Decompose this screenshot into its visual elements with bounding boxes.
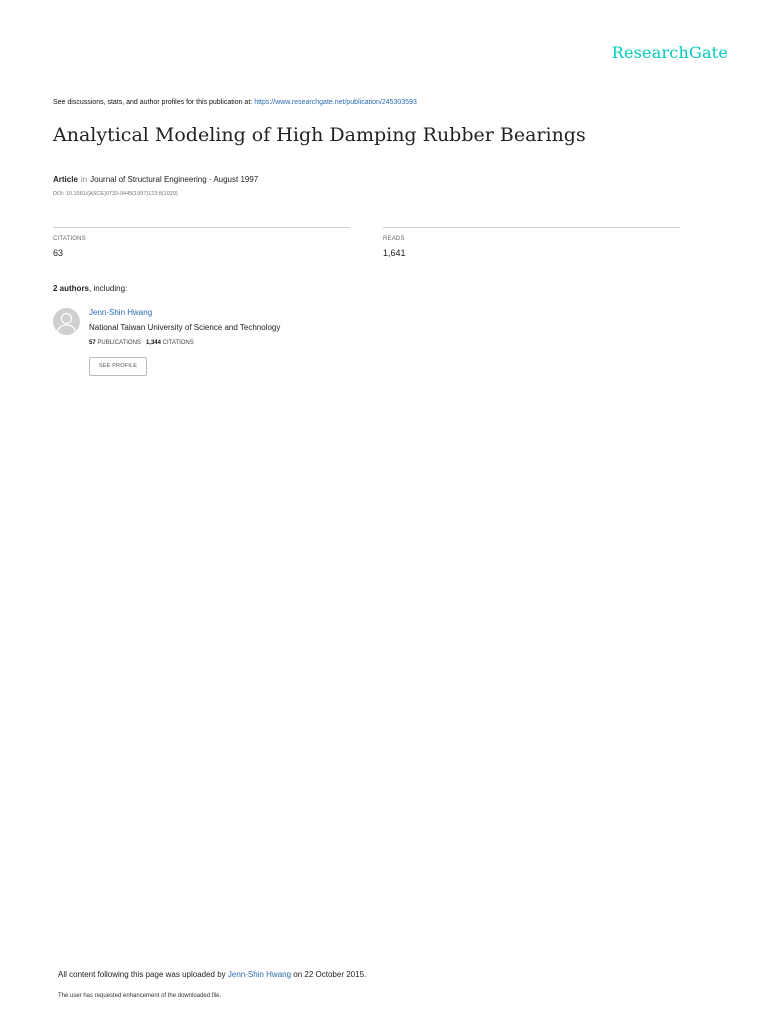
author-citations-count: 1,344 xyxy=(145,340,161,346)
see-profile-button[interactable]: SEE PROFILE xyxy=(89,357,147,376)
publication-link[interactable]: https://www.researchgate.net/publication/245303593 xyxy=(254,99,417,106)
publication-title: Analytical Modeling of High Damping Rubber Bearings xyxy=(53,124,586,146)
journal-info[interactable]: Journal of Structural Engineering · August 1997 xyxy=(90,175,259,184)
upload-notice xyxy=(58,970,366,979)
user-silhouette-icon xyxy=(53,308,80,335)
citations-value: 63 xyxy=(53,248,64,258)
citations-divider xyxy=(53,227,350,228)
in-label: in xyxy=(80,175,88,184)
uploaded-suffix: on 22 October 2015. xyxy=(293,970,367,979)
authors-including: , including: xyxy=(89,284,128,293)
article-type: Article xyxy=(53,175,78,184)
author-name-link[interactable]: Jenn-Shin Hwang xyxy=(89,308,153,317)
discussion-text: See discussions, stats, and author profiles for this publication at: xyxy=(53,99,253,106)
publications-count: 57 xyxy=(89,340,96,346)
researchgate-logo[interactable]: ResearchGate xyxy=(611,43,728,62)
doi: DOI: 10.1061/(ASCE)0733-9445(1997)123:8(1029) xyxy=(53,191,178,197)
author-affiliation: National Taiwan University of Science and Technology xyxy=(89,323,281,332)
citations-label: CITATIONS xyxy=(53,236,86,242)
reads-value: 1,641 xyxy=(383,248,406,258)
enhancement-notice: The user has requested enhancement of the downloaded file. xyxy=(58,993,222,999)
author-stats xyxy=(89,340,194,346)
authors-heading xyxy=(53,284,127,293)
reads-label: READS xyxy=(383,236,405,242)
discussion-notice xyxy=(53,99,417,106)
uploaded-prefix: All content following this page was uploaded by xyxy=(58,970,226,979)
author-citations-label: CITATIONS xyxy=(162,340,194,346)
article-meta xyxy=(53,175,258,184)
uploader-link[interactable]: Jenn-Shin Hwang xyxy=(227,970,292,979)
avatar[interactable] xyxy=(53,308,80,335)
authors-count: 2 authors xyxy=(53,284,90,293)
reads-divider xyxy=(383,227,680,228)
publications-label: PUBLICATIONS xyxy=(97,340,141,346)
